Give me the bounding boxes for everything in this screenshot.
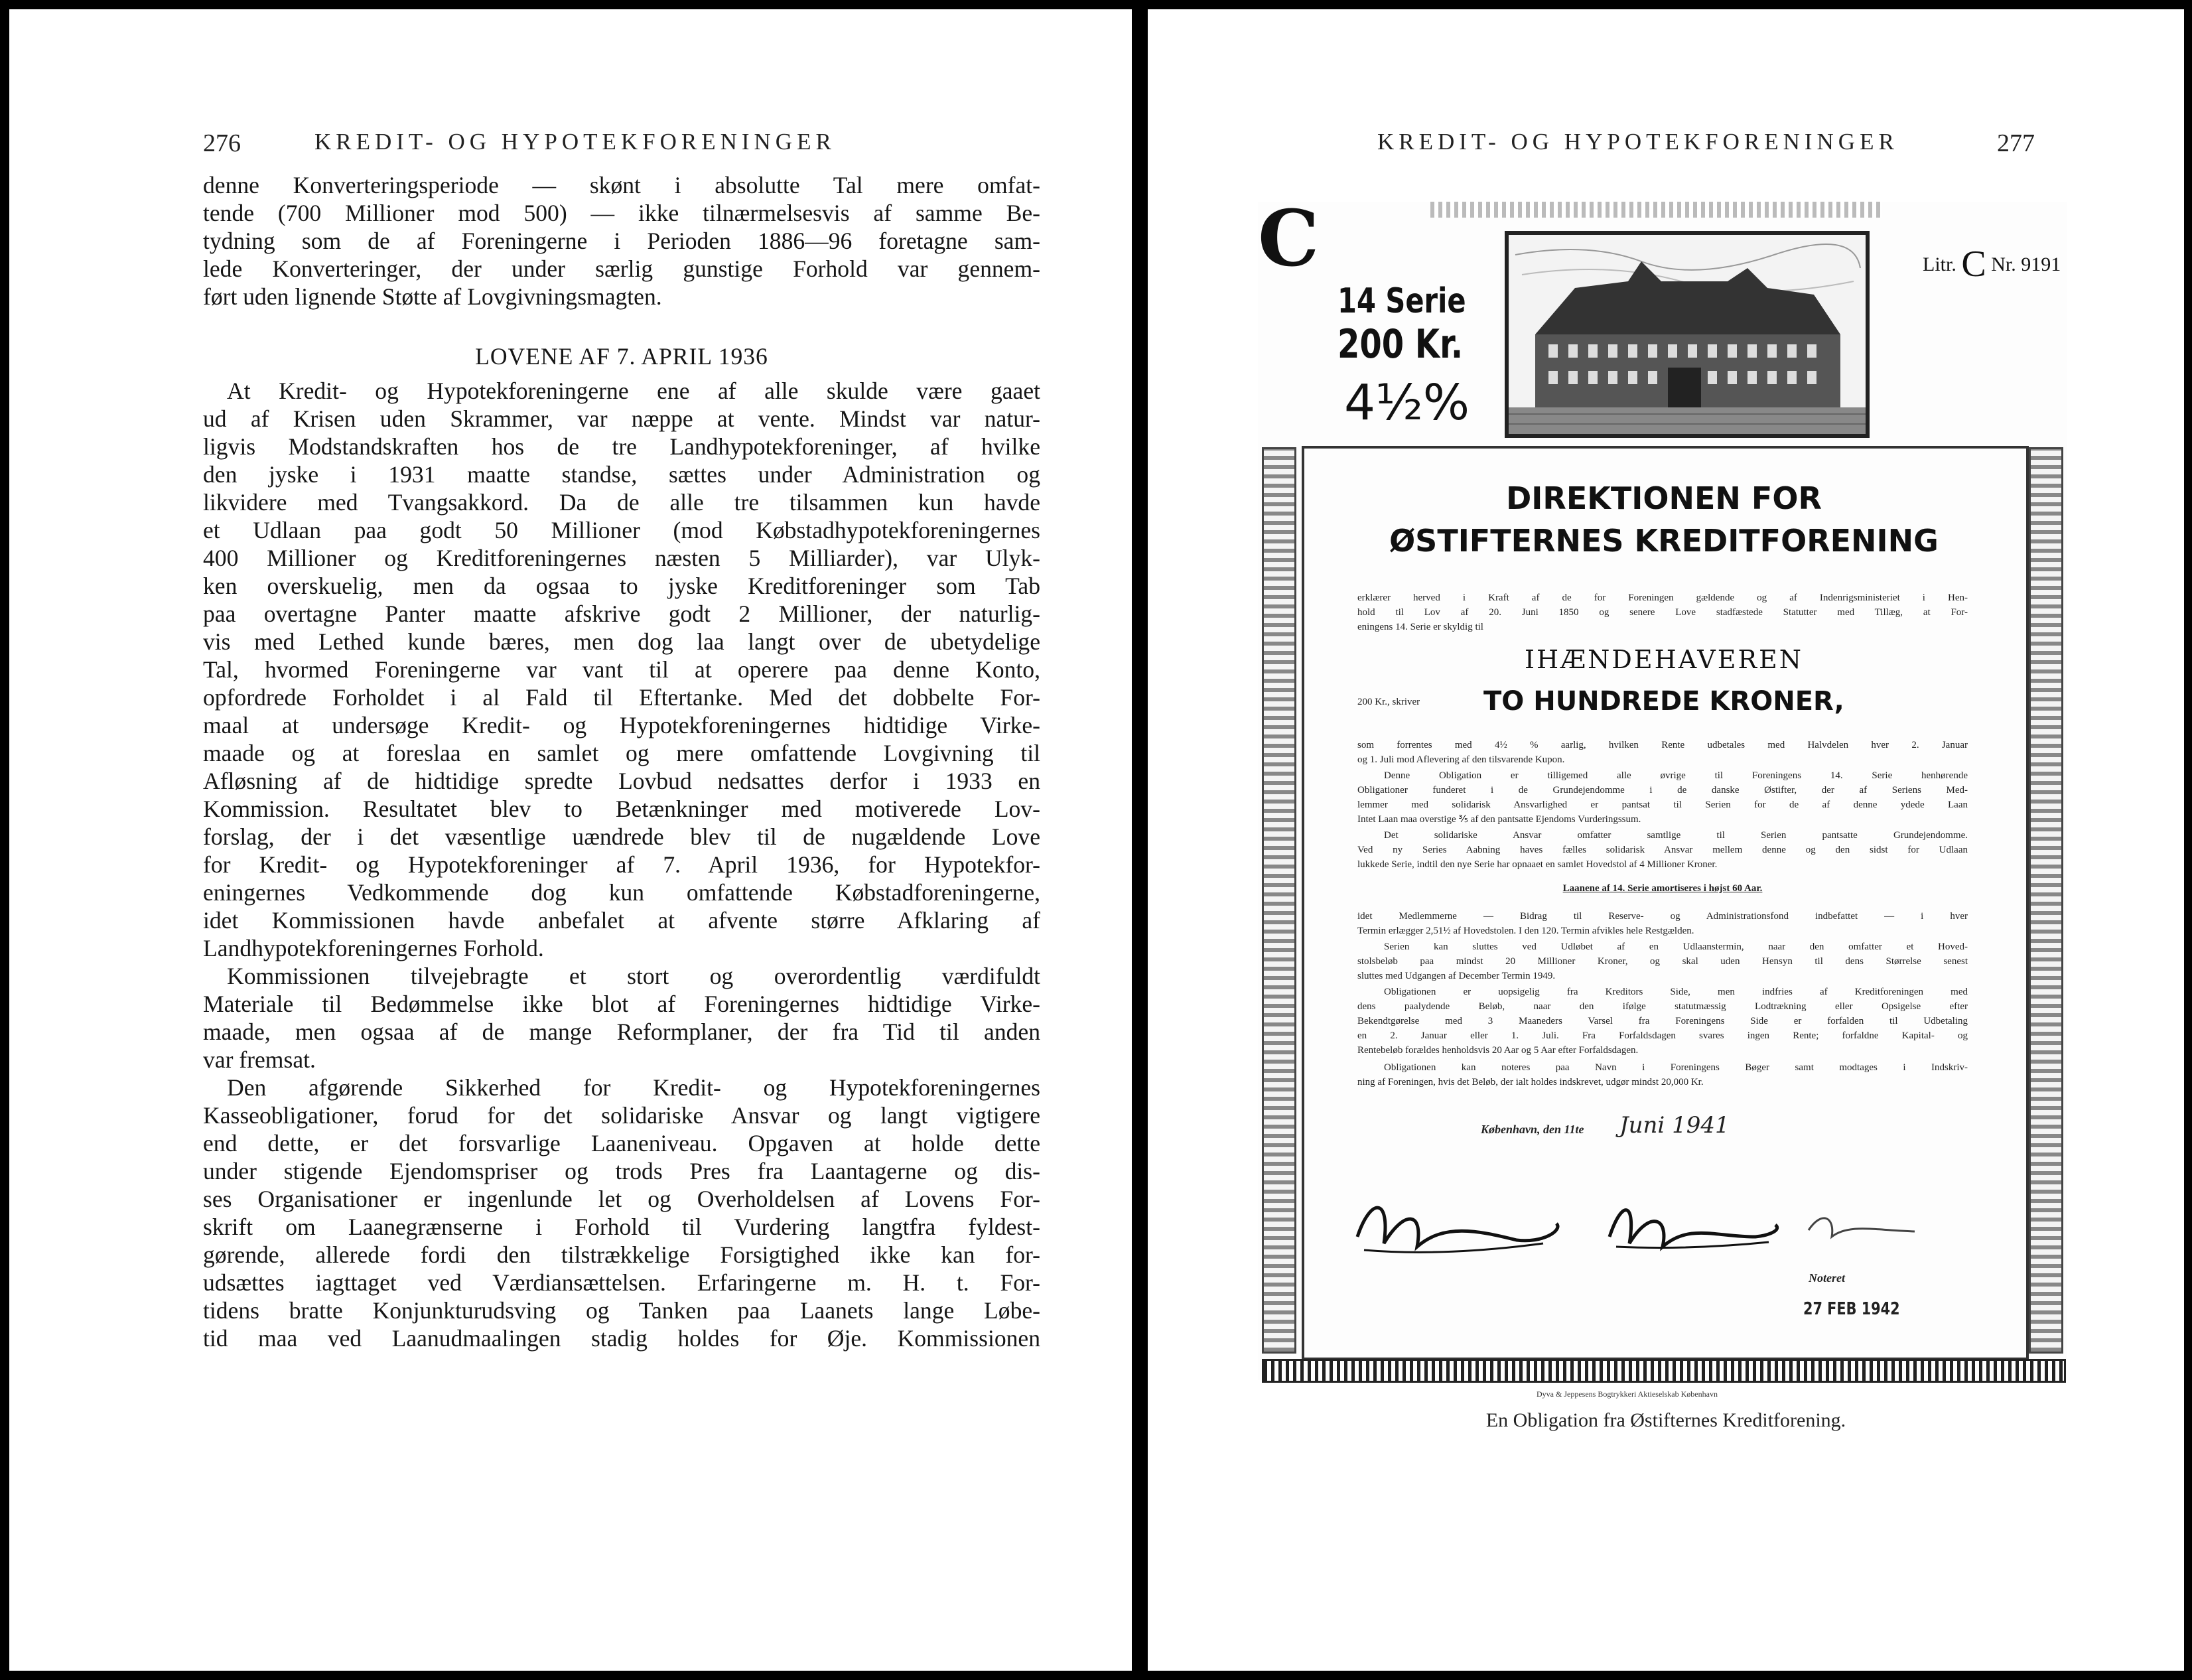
text-line: Den afgørende Sikkerhed for Kredit- og Hypotekforeningernes: [227, 1074, 1040, 1101]
text-line: eningernes Vedkommende dog kun omfattende Købstadforeningerne,: [203, 879, 1040, 906]
paragraph-1: [203, 171, 1040, 311]
text-line: tidens bratte Konjunkturudsving og Tanken paa Laanets lange Løbe-: [203, 1297, 1040, 1324]
text-line: 400 Millioner og Kreditforeningernes næsten 5 Milliarder), var Ulyk-: [203, 545, 1040, 571]
printer-imprint: Dyva & Jeppesens Bogtrykkeri Aktieselskab København: [1537, 1389, 1718, 1399]
text-line: paa overtagne Panter maatte afskrive godt 2 Millioner, der naturlig-: [203, 600, 1040, 627]
bond-terms-1: [1357, 738, 1968, 767]
text-line: forslag, der i det væsentlige uændrede blev til de nugældende Love: [203, 823, 1040, 850]
bond-rate: 4½%: [1344, 374, 1470, 431]
figure-caption: En Obligation fra Østifternes Kreditforening.: [1485, 1409, 1846, 1431]
text-line: under stigende Ejendomspriser og trods Pres fra Laantagerne og dis-: [203, 1158, 1040, 1184]
signatures-image: [1344, 1184, 1941, 1277]
bond-terms-4: [1357, 909, 1968, 938]
bond-terms-5: [1357, 940, 1968, 983]
text-line: Termin erlægger 2,51½ af Hovedstolen. I den 120. Termin afvikles hele Restgælden.: [1357, 926, 1694, 936]
text-line: lede Konverteringer, der under særlig gunstige Forhold var gennem-: [203, 255, 1040, 282]
text-line: opfordrede Forholdet i al Fald til Eftertanke. Med det dobbelte For-: [203, 684, 1040, 711]
bond-title-line2: ØSTIFTERNES KREDITFORENING: [1389, 523, 1939, 559]
text-line: Landhypotekforeningernes Forhold.: [203, 935, 544, 961]
bond-bottom-border: [1262, 1359, 2066, 1383]
text-line: for Kredit- og Hypotekforeninger af 7. April 1936, for Hypotekfor-: [203, 851, 1040, 878]
litr-label-text: Litr.: [1923, 253, 1956, 275]
bond-handwritten-date: Juni 1941: [1619, 1112, 1730, 1139]
text-line: Afløsning af de hidtidige spredte Lovbud nedsattes derfor i 1933 en: [203, 768, 1040, 794]
right-running-head: KREDIT- OG HYPOTEKFORENINGER: [1377, 129, 1899, 155]
text-line: lemmer med solidarisk Ansvarlighed er pantsat til Serien for de af denne ydede Laan: [1357, 800, 1968, 810]
bond-holder: IHÆNDEHAVEREN: [1524, 645, 1804, 674]
text-line: ligvis Modstandskraften hos de tre Landhypotekforeninger, af hvilke: [203, 433, 1040, 460]
text-line: tid maa ved Laanudmaalingen stadig holdes for Øje. Kommissionen: [203, 1325, 1040, 1352]
text-line: den jyske i 1931 maatte standse, sættes under Administration og: [203, 461, 1040, 488]
left-body-text: [203, 171, 1040, 1352]
text-line: eningens 14. Serie er skyldig til: [1357, 622, 1483, 632]
building-vignette-image: [1505, 231, 1870, 438]
text-line: Kasseobligationer, forud for det solidariske Ansvar og langt vigtigere: [203, 1102, 1040, 1129]
text-line: erklærer herved i Kraft af de for Foreningen gældende og af Indenrigsministeriet i Hen-: [1357, 593, 1968, 603]
bond-right-border: [2029, 447, 2063, 1354]
text-line: Kommission. Resultatet blev to Betænkninger med motiverede Lov-: [203, 796, 1040, 822]
text-line: At Kredit- og Hypotekforeningerne ene af alle skulde være gaaet: [227, 378, 1040, 404]
text-line: som forrentes med 4½ % aarlig, hvilken Rente udbetales med Halvdelen hver 2. Januar: [1357, 740, 1968, 750]
bond-top-border: [1430, 202, 1882, 218]
litr-letter: C: [1961, 244, 1986, 285]
text-line: Denne Obligation er tilligemed alle øvrige til Foreningens 14. Serie henhørende: [1384, 770, 1968, 781]
text-line: maade, men ogsaa af de mange Reformplaner, der fra Tid til anden: [203, 1018, 1040, 1045]
left-running-head: KREDIT- OG HYPOTEKFORENINGER: [314, 129, 836, 155]
bond-kroner-prefix: 200 Kr., skriver: [1357, 697, 1420, 707]
text-line: udsættes iagttaget ved Værdiansættelsen. Erfaringerne m. H. t. For-: [203, 1269, 1040, 1296]
text-line: Tal, hvormed Foreningerne var vant til at operere paa denne Konto,: [203, 656, 1040, 683]
text-line: ført uden lignende Støtte af Lovgivningsmagten.: [203, 283, 662, 310]
bond-terms-2: [1357, 768, 1968, 827]
text-line: vis med Lethed kunde bæres, men dog laa langt over de ubetydelige: [203, 628, 1040, 655]
text-line: stolsbeløb paa mindst 20 Millioner Kroner, og skal uden Hensyn til dens Størrelse senest: [1357, 956, 1968, 967]
text-line: en 2. Januar eller 1. Juli. Fra Forfaldsdagen svares ingen Rente; forfaldne Kapital- og: [1357, 1030, 1968, 1041]
bond-litr: [1923, 243, 2061, 285]
text-line: Obligationen er uopsigelig fra Kreditors Side, men indfries af Kreditforeningen med: [1384, 987, 1968, 997]
bond-series: 14 Serie: [1337, 281, 1466, 321]
noteret-stamp-date: 27 FEB 1942: [1803, 1299, 1900, 1319]
paragraph-3: [203, 962, 1040, 1074]
bond-title-line1: DIREKTIONEN FOR: [1506, 480, 1822, 516]
text-line: hold til Lov af 20. Juni 1850 og senere Love stadfæstede Statutter med Tillæg, at For-: [1357, 607, 1968, 618]
text-line: Kommissionen tilvejebragte et stort og overordentlig værdifuldt: [227, 963, 1040, 989]
left-page: [9, 9, 1132, 1671]
paragraph-4: [203, 1074, 1040, 1352]
text-line: Intet Laan maa overstige ⅗ af den pantsatte Ejendoms Vurderingssum.: [1357, 814, 1641, 825]
bond-intro: [1357, 591, 1968, 634]
building-illustration: [1509, 235, 1866, 434]
text-line: dens paalydende Beløb, naar den ifølge statutmæssig Lodtrækning eller Opsigelse efter: [1357, 1001, 1968, 1012]
left-page-number: 276: [203, 129, 241, 157]
text-line: Serien kan sluttes ved Udløbet af en Udlaanstermin, naar den omfatter et Hoved-: [1384, 942, 1968, 952]
text-line: Materiale til Bedømmelse ikke blot af Foreningernes hidtidige Virke-: [203, 991, 1040, 1017]
text-line: maade og at foreslaa en samlet og mere omfattende Lovgivning til: [203, 740, 1040, 766]
text-line: idet Medlemmerne — Bidrag til Reserve- og Administrationsfond indbefattet — i hver: [1357, 911, 1968, 922]
bond-certificate: [1258, 194, 2067, 1399]
text-line: gørende, allerede fordi den tilstrækkelige Forsigtighed ikke kan for-: [203, 1241, 1040, 1268]
text-line: ning af Foreningen, hvis det Beløb, der ialt holdes indskrevet, udgør mindst 20,000 Kr.: [1357, 1077, 1704, 1087]
right-page-number: 277: [1997, 129, 2035, 157]
text-line: skrift om Laanegrænserne i Forhold til Vurdering langtfra fyldest-: [203, 1214, 1040, 1240]
text-line: var fremsat.: [203, 1046, 316, 1073]
text-line: Det solidariske Ansvar omfatter samtlige til Serien pantsatte Grundejendomme.: [1384, 830, 1968, 841]
bond-terms-3: [1357, 828, 1968, 872]
bond-amortization: [1357, 881, 1968, 896]
bond-place: København, den 11te: [1481, 1123, 1584, 1136]
text-line: end dette, er det forsvarlige Laaneniveau. Opgaven at holde dette: [203, 1130, 1040, 1156]
text-line: ud af Krisen uden Skrammer, var næppe at vente. Mindst var natur-: [203, 405, 1040, 432]
bond-terms-7: [1357, 1060, 1968, 1089]
text-line: maal at undersøge Kredit- og Hypotekforeningernes hidtidige Virke-: [203, 712, 1040, 738]
text-line: og 1. Juli mod Aflevering af den tilsvarende Kupon.: [1357, 754, 1565, 765]
noteret-label: Noteret: [1809, 1271, 1845, 1285]
bond-big-letter: C: [1258, 194, 1320, 284]
amortization-line: Laanene af 14. Serie amortiseres i højst 60 Aar.: [1562, 883, 1763, 894]
text-line: sluttes med Udgangen af December Termin 1949.: [1357, 971, 1556, 981]
text-line: lukkede Serie, indtil den nye Serie har opnaaet en samlet Hovedstol af 4 Millioner Kroner.: [1357, 859, 1718, 870]
text-line: ses Organisationer er ingenlunde let og Overholdelsen af Lovens For-: [203, 1186, 1040, 1212]
text-line: denne Konverteringsperiode — skønt i absolutte Tal mere omfat-: [203, 172, 1040, 198]
text-line: tende (700 Millioner mod 500) — ikke tilnærmelsesvis af samme Be-: [203, 200, 1040, 226]
bond-kroner: TO HUNDREDE KRONER,: [1483, 686, 1844, 717]
section-title: LOVENE AF 7. APRIL 1936: [475, 343, 768, 370]
text-line: likvidere med Tvangsakkord. Da de alle tre tilsammen kun havde: [203, 489, 1040, 516]
text-line: Ved ny Series Aabning haves fælles solidarisk Ansvar mellem denne og den sidst for Udlaan: [1357, 845, 1968, 855]
bond-left-border: [1262, 447, 1296, 1354]
bond-amount: 200 Kr.: [1337, 321, 1464, 368]
paragraph-2: [203, 377, 1040, 962]
text-line: Rentebeløb forældes henholdsvis 20 Aar og 5 Aar efter Forfaldsdagen.: [1357, 1045, 1639, 1056]
text-line: Obligationer funderet i de Grundejendomme i de danske Østifter, der af Seriens Med-: [1357, 785, 1968, 796]
text-line: Bekendtgørelse med 3 Maaneders Varsel fra Foreningens Side er forfalden til Udbetaling: [1357, 1016, 1968, 1026]
right-page: [1148, 9, 2184, 1671]
text-line: tydning som de af Foreningerne i Perioden 1886—96 foretagne sam-: [203, 228, 1040, 254]
bond-number: Nr. 9191: [1991, 253, 2061, 275]
text-line: idet Kommissionen havde anbefalet at afvente større Afklaring af: [203, 907, 1040, 934]
bond-terms-6: [1357, 985, 1968, 1058]
text-line: Obligationen kan noteres paa Navn i Foreningens Bøger samt modtages i Indskriv-: [1384, 1062, 1968, 1073]
text-line: et Udlaan paa godt 50 Millioner (mod Købstadhypotekforeningernes: [203, 517, 1040, 543]
text-line: ken overskuelig, men da ogsaa to jyske Kreditforeninger som Tab: [203, 573, 1040, 599]
